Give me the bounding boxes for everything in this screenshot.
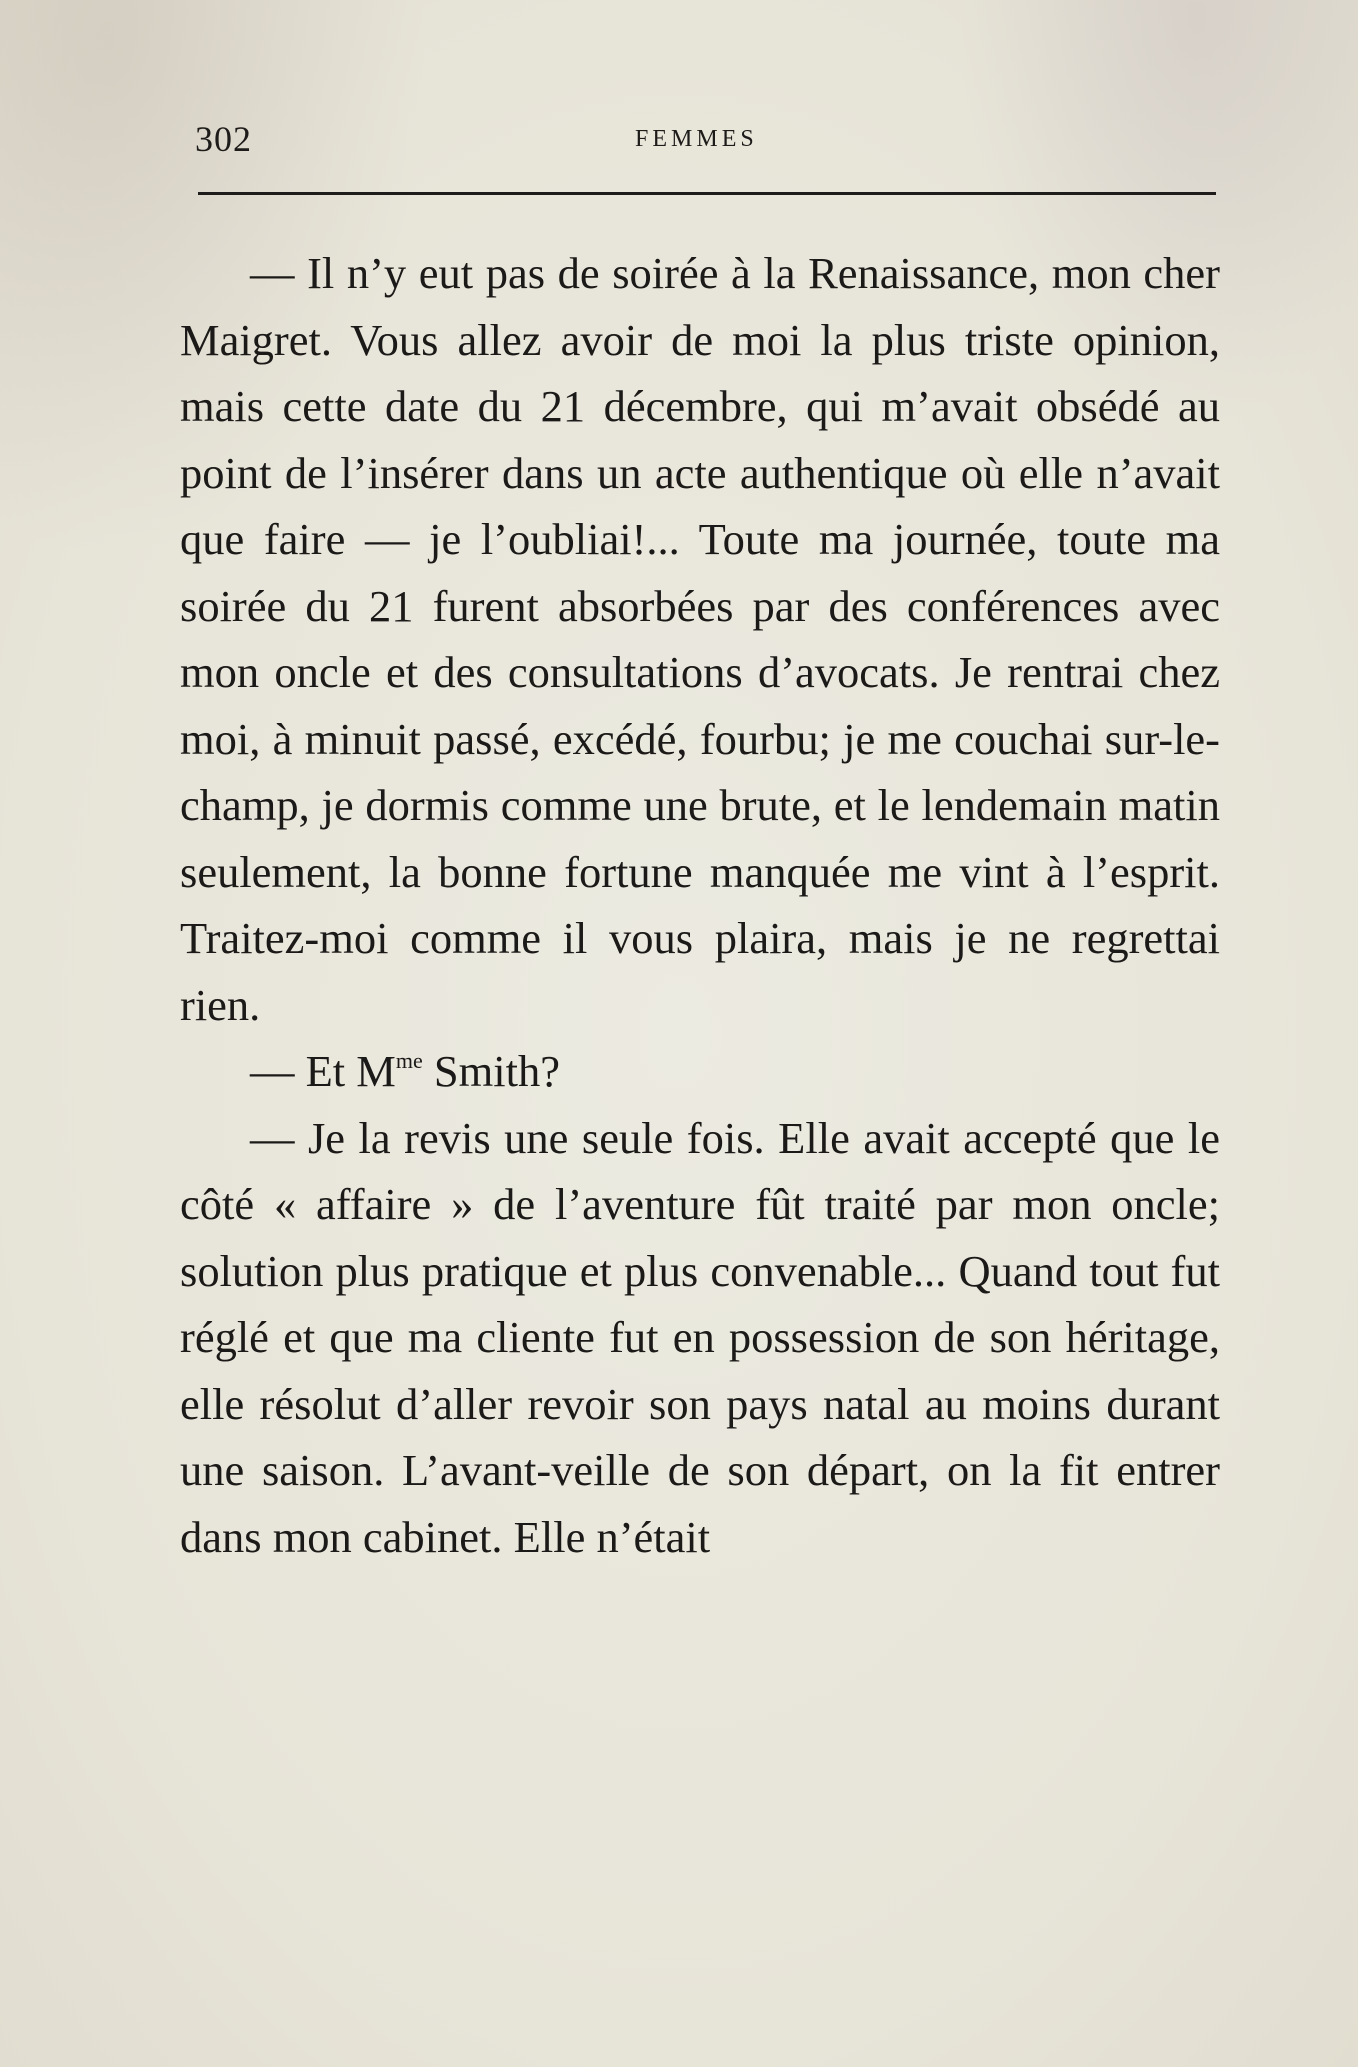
running-title: FEMMES — [635, 126, 758, 152]
title-abbreviation-superscript: me — [395, 1048, 423, 1073]
header-rule — [198, 192, 1216, 195]
paragraph-dialogue-maigret: — Il n’y eut pas de soirée à la Renaissance, mon cher Maigret. Vous allez avoir de moi la plus triste opinion, mais cette date du 21 décembre, qui m’avait obsédé au point de l’insérer dans un acte authentique où elle n’avait que faire — je l’oubliai!... Toute ma journée, toute ma soirée du 21 furent absorbées par des conférences avec mon oncle et des consultations d’avocats. Je rentrai chez moi, à minuit passé, excédé, fourbu; je me couchai sur-le-champ, je dormis comme une brute, et le lendemain matin seulement, la bonne fortune manquée me vint à l’esprit. Traitez-moi comme il vous plaira, mais je ne regrettai rien. — [180, 248, 1220, 1030]
question-prefix: — Et M — [250, 1046, 396, 1096]
page-number: 302 — [195, 119, 252, 159]
page-header — [195, 118, 1215, 178]
paragraph-question-smith — [180, 1038, 1220, 1105]
paragraph-dialogue-reply: — Je la revis une seule fois. Elle avait accepté que le côté « affaire » de l’aventure fût traité par mon oncle; solution plus pratique et plus convenable... Quand tout fut réglé et que ma cliente fut en possession de son héritage, elle résolut d’aller revoir son pays natal au moins durant une saison. L’avant-veille de son départ, on la fit entrer dans mon cabinet. Elle n’était — [180, 1112, 1220, 1562]
question-suffix: Smith? — [422, 1046, 560, 1096]
body-text — [180, 240, 1220, 1570]
